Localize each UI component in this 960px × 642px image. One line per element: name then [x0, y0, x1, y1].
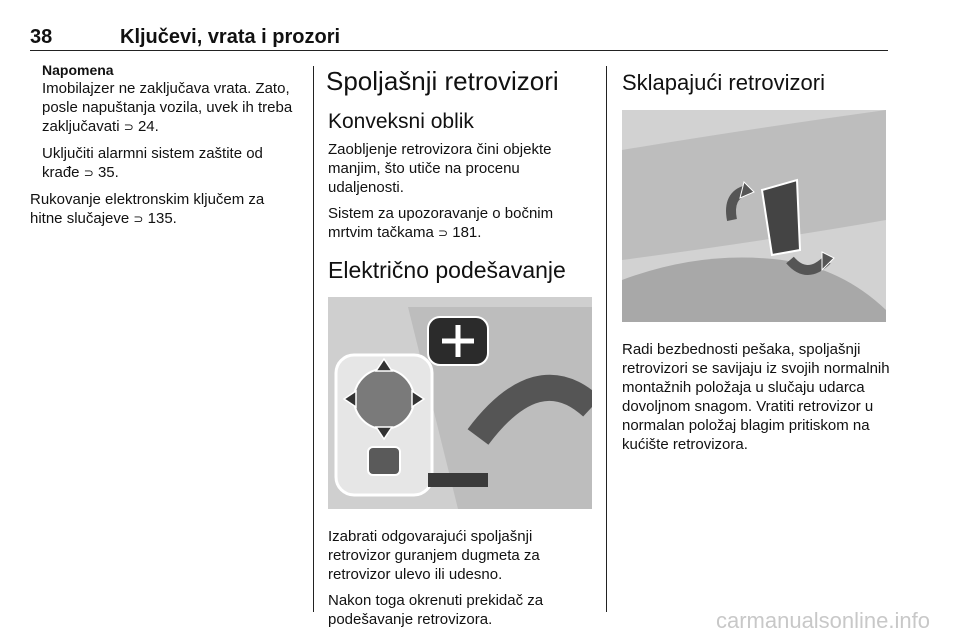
note-box [42, 62, 298, 183]
subheading-electric-adjust: Električno podešavanje [328, 257, 566, 283]
folding-mirror-illustration [622, 110, 886, 322]
section-heading-folding: Sklapajući retrovizori [622, 70, 825, 95]
note-paragraph-1: Imobilajzer ne zaključava vrata. Zato, posle napuštanja vozila, uvek ih treba zaključavati ⊃ 24. [42, 80, 293, 135]
paragraph-emergency-key: Rukovanje elektronskim ključem za hitne slučajeve ⊃ 135. [30, 191, 265, 227]
paragraph-select-mirror: Izabrati odgovarajući spoljašnji retrovizor guranjem dugmeta za retrovizor ulevo ili udesno. [328, 528, 540, 583]
column-divider-2 [606, 66, 607, 612]
chapter-title: Ključevi, vrata i prozori [120, 26, 341, 48]
column-right [622, 62, 890, 461]
header-divider [30, 50, 888, 51]
watermark: carmanualsonline.info [715, 608, 930, 633]
note-paragraph-2: Uključiti alarmni sistem zaštite od krađe ⊃ 35. [42, 145, 263, 181]
subheading-convex: Konveksni oblik [328, 110, 474, 133]
page-ref-icon: ⊃ [83, 166, 94, 180]
page-ref-link[interactable]: 181. [452, 224, 482, 241]
page-ref-link[interactable]: 135. [147, 210, 177, 227]
paragraph-convex: Zaobljenje retrovizora čini objekte manjim, što utiče na procenu udaljenosti. [328, 141, 552, 196]
page-ref-link[interactable]: 35. [97, 164, 119, 181]
page-ref-icon: ⊃ [438, 226, 449, 240]
section-heading-mirrors: Spoljašnji retrovizori [326, 66, 559, 96]
mirror-control-illustration [328, 297, 592, 509]
note-title: Napomena [42, 62, 114, 78]
paragraph-adjust-switch: Nakon toga okrenuti prekidač za podešavanje retrovizora. [328, 592, 544, 628]
column-middle [328, 62, 592, 636]
column-left [30, 62, 298, 236]
paragraph-blind-spot: Sistem za upozoravanje o bočnim mrtvim tačkama ⊃ 181. [328, 205, 554, 241]
page-number: 38 [30, 26, 53, 48]
page-ref-link[interactable]: 24. [137, 118, 159, 135]
page-ref-icon: ⊃ [133, 212, 144, 226]
paragraph-folding: Radi bezbednosti pešaka, spoljašnji retrovizori se savijaju iz svojih normalnih montažnih položaja u slučaju udarca dovoljnom snagom. Vratiti retrovizor u normalan položaj blagim pritiskom na kućište retrovizora. [622, 341, 890, 453]
column-divider-1 [313, 66, 314, 612]
page-ref-icon: ⊃ [123, 120, 134, 134]
